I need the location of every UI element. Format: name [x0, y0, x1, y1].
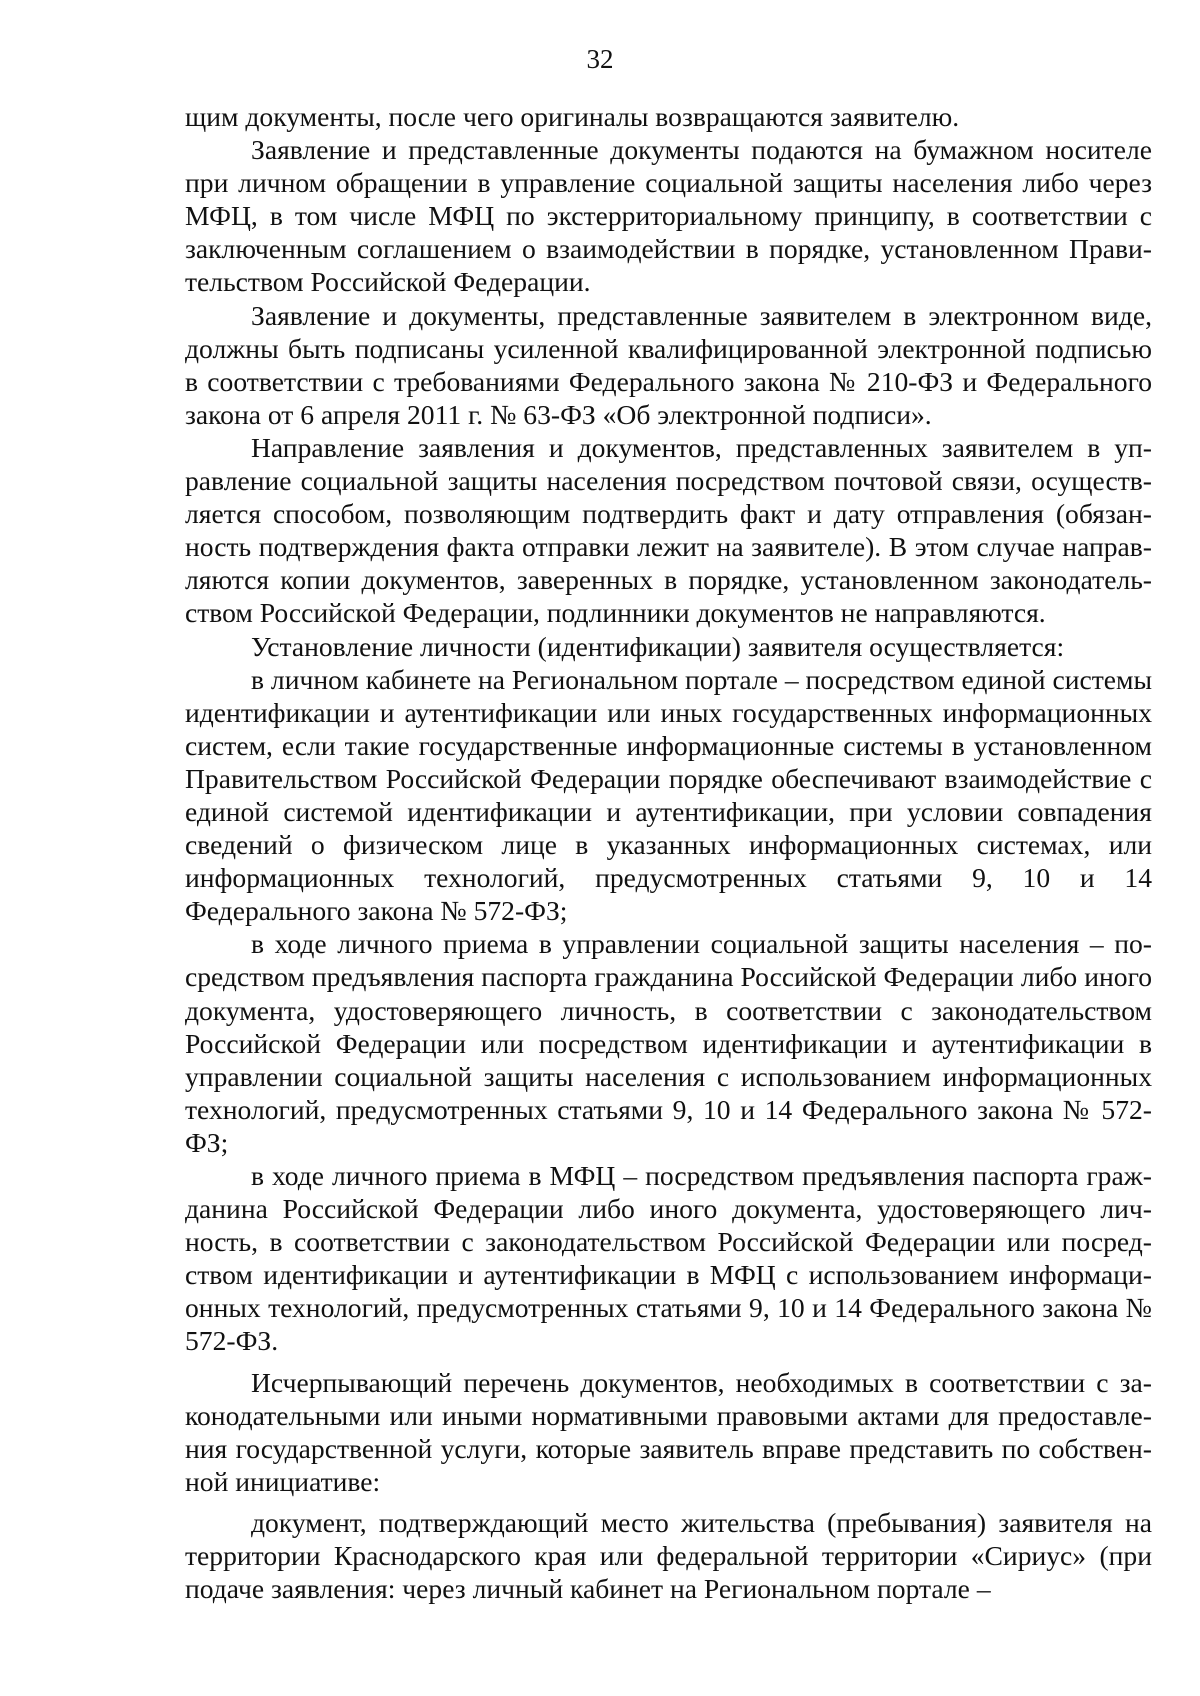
document-body: [185, 100, 1152, 1605]
paragraph-electronic-submission: Заявление и документы, представленные заявителем в электронном виде, должны быть подписаны усиленной квалифицированной электронной подписью в соответствии с требованиями Федерального закона № 210-ФЗ и Федерального закона от 6 апреля 2011 г. № 63-ФЗ «Об электронной подписи».: [185, 299, 1152, 430]
paragraph-identification-intro: Установление личности (идентификации) заявителя осуществляется:: [251, 630, 1065, 662]
page-number: 32: [586, 44, 614, 74]
paragraph-postal-submission: Направление заявления и документов, представленных заявителем в управление социальной защиты населения посредством почтовой связи, осуществляется способом, позволяющим подтвердить факт и дату отправления (обязанность подтверждения факта отправки лежит на заявителе). В этом случае направляются копии документов, заверенных в порядке, установленном законодательством Российской Федерации, подлинники документов не направляются.: [185, 431, 1152, 629]
paragraph-identification-portal: в личном кабинете на Региональном портале – посредством единой системы идентификации и аутентификации или иных государственных информационных систем, если такие государственные информационные системы в установленном Правительством Российской Федерации порядке обеспечивают взаимодействие с единой системой идентификации и аутентификации, при условии совпадения сведений о физическом лице в указанных информационных системах, или информационных технологий, предусмотренных статьями 9, 10 и 14 Федерального закона № 572-ФЗ;: [185, 663, 1153, 927]
paragraph-identification-mfc: в ходе личного приема в МФЦ – посредством предъявления паспорта гражданина Российской Федерации либо иного документа, удостоверяющего личность, в соответствии с законодательством Российской Федерации или посредством идентификации и аутентификации в МФЦ с использованием информационных технологий, предусмотренных статьями 9, 10 и 14 Федерального закона № 572-ФЗ.: [185, 1160, 1152, 1357]
paragraph-paper-submission: Заявление и представленные документы подаются на бумажном носителе при личном обращении в управление социальной защиты населения либо через МФЦ, в том числе МФЦ по экстерриториальному принципу, в соответствии с заключенным соглашением о взаимодействии в порядке, установленном Правительством Российской Федерации.: [185, 134, 1152, 298]
paragraph-optional-documents: Исчерпывающий перечень документов, необходимых в соответствии с законодательными или иными нормативными правовыми актами для предоставления государственной услуги, которые заявитель вправе представить по собственной инициативе:: [185, 1366, 1152, 1497]
paragraph-continuation: щим документы, после чего оригиналы возвращаются заявителю.: [185, 101, 960, 132]
paragraph-identification-office: в ходе личного приема в управлении социальной защиты населения – посредством предъявления паспорта гражданина Российской Федерации либо иного документа, удостоверяющего личность, в соответствии с законодательством Российской Федерации или посредством идентификации и аутентификации в управлении социальной защиты населения с использованием информационных технологий, предусмотренных статьями 9, 10 и 14 Федерального закона № 572-ФЗ;: [185, 928, 1152, 1158]
paragraph-residence-document: документ, подтверждающий место жительства (пребывания) заявителя на территории Краснодарского края или федеральной территории «Сириус» (при подаче заявления: через личный кабинет на Региональном портале –: [185, 1506, 1152, 1605]
